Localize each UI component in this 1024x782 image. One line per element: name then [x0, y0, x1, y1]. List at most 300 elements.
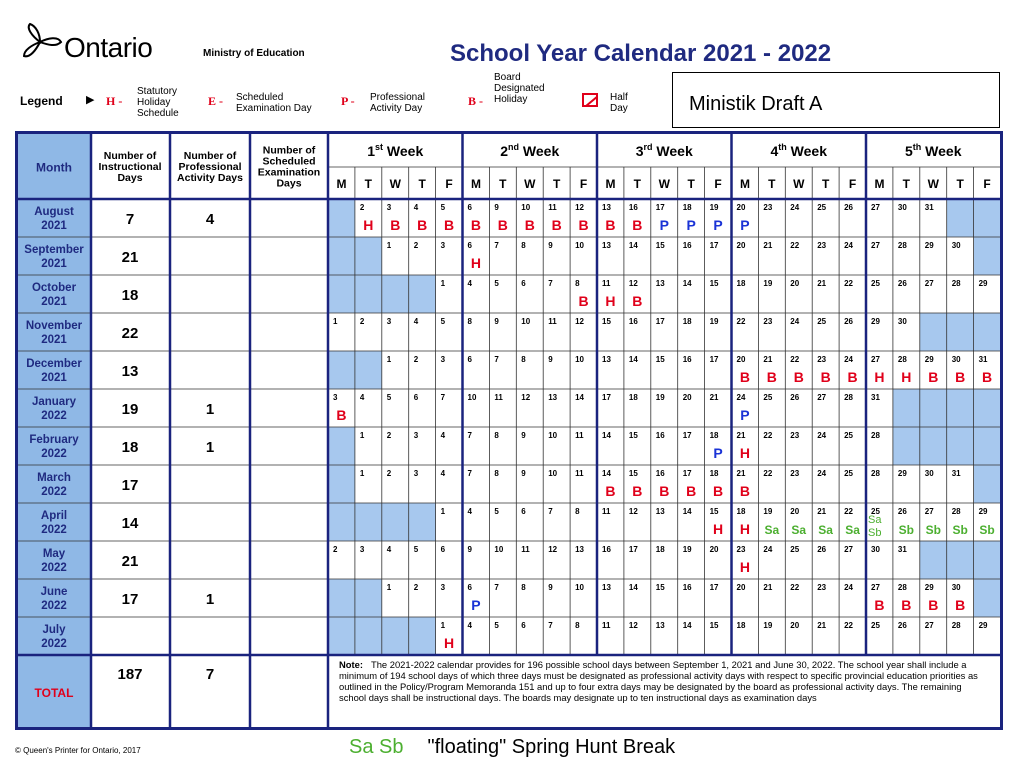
instructional-days: 19: [121, 401, 139, 418]
day-number: 14: [602, 469, 611, 478]
day-number: 21: [763, 241, 773, 250]
day-number: 21: [817, 507, 827, 516]
day-number: 21: [736, 431, 746, 440]
day-code: B: [686, 483, 697, 499]
day-number: 28: [871, 469, 880, 478]
day-number: 13: [602, 241, 611, 250]
empty-day-cell: [328, 199, 355, 237]
day-letter: M: [874, 177, 885, 191]
day-letter: T: [902, 177, 911, 191]
day-number: 8: [521, 241, 526, 250]
day-number: 23: [817, 241, 827, 250]
day-number: 2: [386, 431, 392, 440]
empty-day-cell: [355, 617, 382, 655]
month-year: 2021: [41, 220, 67, 232]
day-code: P: [686, 217, 696, 233]
month-col-header: Month: [36, 160, 72, 175]
legend-desc-b: Board Designated Holiday: [494, 72, 545, 105]
day-number: 29: [924, 241, 934, 250]
day-number: 24: [817, 431, 827, 440]
day-number: 30: [897, 203, 907, 212]
day-number: 6: [413, 393, 419, 402]
day-number: 3: [386, 317, 392, 326]
day-number: 27: [871, 241, 880, 250]
day-number: 1: [359, 431, 365, 440]
empty-day-cell: [409, 275, 436, 313]
day-number: 15: [602, 317, 611, 326]
day-code: B: [470, 217, 482, 233]
ministry-name: Ministry of Education: [203, 48, 305, 59]
day-code: P: [471, 597, 481, 613]
day-number: 1: [440, 279, 446, 288]
total-instructional: 187: [117, 666, 143, 683]
day-number: 7: [494, 355, 499, 364]
day-number: 18: [682, 203, 692, 212]
note: [339, 659, 989, 703]
day-number: 4: [467, 621, 472, 630]
sasb-code: Sa Sb: [349, 736, 404, 758]
instructional-days: 7: [125, 211, 135, 228]
day-number: 25: [871, 621, 880, 630]
day-number: 27: [924, 621, 934, 630]
day-number: 2: [359, 203, 365, 212]
day-number: 13: [602, 355, 611, 364]
day-number: 25: [817, 317, 827, 326]
month-name: July: [42, 624, 66, 636]
day-number: 10: [521, 203, 531, 212]
day-number: 6: [467, 355, 472, 364]
day-number: 19: [763, 507, 773, 516]
pa-days: 1: [205, 401, 215, 418]
day-number: 1: [386, 241, 392, 250]
day-number: 5: [494, 279, 499, 288]
day-number: 25: [817, 203, 827, 212]
day-code: H: [739, 445, 751, 461]
day-number: 3: [440, 355, 446, 364]
day-letter: F: [579, 177, 588, 191]
pa-days: 1: [205, 591, 215, 608]
empty-day-cell: [974, 313, 1000, 351]
day-number: 25: [871, 507, 880, 516]
day-code: H: [739, 559, 751, 575]
day-code: H: [470, 255, 482, 271]
day-letter: T: [956, 177, 964, 191]
day-number: 12: [575, 203, 585, 212]
empty-day-cell: [355, 275, 382, 313]
day-number: 19: [763, 621, 773, 630]
day-number: 30: [871, 545, 880, 554]
day-number: 2: [413, 241, 419, 250]
day-code-sa: Sa: [868, 514, 882, 526]
day-number: 29: [978, 621, 988, 630]
day-letter: T: [418, 177, 426, 191]
day-number: 4: [413, 317, 419, 326]
day-number: 6: [521, 621, 526, 630]
empty-day-cell: [328, 275, 355, 313]
day-number: 18: [736, 621, 746, 630]
week-header-5: 5th Week: [904, 142, 962, 159]
empty-day-cell: [328, 351, 355, 389]
trillium-icon: [18, 22, 64, 62]
empty-day-cell: [893, 389, 920, 427]
day-code: B: [336, 407, 347, 423]
day-code: B: [955, 369, 966, 385]
exam-col-header: Examination: [257, 166, 321, 179]
day-number: 22: [763, 431, 773, 440]
empty-day-cell: [974, 541, 1000, 579]
day-number: 15: [709, 507, 719, 516]
day-number: 13: [548, 393, 558, 402]
day-number: 13: [655, 507, 665, 516]
day-number: 23: [790, 431, 800, 440]
day-number: 20: [790, 621, 800, 630]
week-header-1: 1st Week: [367, 142, 424, 159]
day-number: 12: [575, 317, 585, 326]
month-name: April: [40, 510, 68, 522]
day-number: 8: [575, 621, 580, 630]
day-number: 15: [655, 241, 665, 250]
day-code: B: [578, 217, 589, 233]
instructional-days: 17: [121, 591, 139, 608]
day-number: 2: [359, 317, 365, 326]
calendar-grid: [18, 134, 1000, 727]
day-number: 5: [440, 317, 446, 326]
day-number: 2: [386, 469, 392, 478]
day-number: 24: [844, 583, 854, 592]
empty-day-cell: [974, 427, 1000, 465]
day-number: 22: [790, 355, 800, 364]
day-number: 27: [924, 507, 934, 516]
day-number: 16: [628, 203, 638, 212]
day-number: 9: [548, 583, 553, 592]
day-code: H: [874, 369, 885, 385]
month-name: August: [34, 206, 74, 218]
month-name: February: [29, 434, 79, 446]
day-number: 2: [413, 355, 419, 364]
day-number: 20: [790, 507, 800, 516]
legend-desc-half: Half Day: [610, 92, 628, 114]
day-number: 4: [359, 393, 365, 402]
day-number: 14: [682, 621, 692, 630]
day-number: 29: [897, 469, 907, 478]
month-year: 2022: [41, 638, 67, 650]
month-year: 2021: [41, 258, 67, 270]
day-letter: T: [552, 177, 561, 191]
day-code: B: [739, 369, 751, 385]
day-number: 10: [575, 241, 585, 250]
month-year: 2021: [41, 372, 67, 384]
day-number: 11: [602, 279, 611, 288]
day-code: B: [551, 217, 562, 233]
day-code: H: [363, 217, 374, 233]
day-code: B: [928, 597, 939, 613]
day-number: 11: [548, 317, 557, 326]
day-letter: W: [658, 177, 670, 191]
day-number: 22: [763, 469, 773, 478]
instructional-days: 17: [121, 477, 139, 494]
day-number: 3: [413, 469, 419, 478]
day-number: 20: [736, 203, 746, 212]
day-number: 16: [602, 545, 611, 554]
instructional-days: 21: [121, 553, 139, 570]
day-letter: T: [499, 177, 507, 191]
day-code: Sa: [845, 523, 860, 537]
empty-day-cell: [382, 503, 409, 541]
day-code: P: [740, 217, 750, 233]
day-number: 3: [333, 393, 338, 402]
day-number: 15: [709, 621, 719, 630]
day-letter: F: [848, 177, 857, 191]
day-letter: T: [768, 177, 776, 191]
pa-days: 4: [205, 211, 215, 228]
pa-col-header: Activity Days: [177, 172, 243, 185]
day-number: 5: [413, 545, 419, 554]
empty-day-cell: [947, 199, 974, 237]
day-letter: T: [633, 177, 642, 191]
logo-text: Ontario: [64, 32, 153, 63]
day-number: 30: [897, 317, 907, 326]
day-number: 20: [736, 241, 746, 250]
day-number: 31: [978, 355, 988, 364]
day-number: 8: [521, 583, 526, 592]
day-number: 3: [440, 583, 446, 592]
day-number: 27: [871, 583, 880, 592]
day-number: 20: [790, 279, 800, 288]
exam-col-header: Number of: [262, 144, 316, 157]
day-number: 25: [790, 545, 800, 554]
month-name: March: [37, 472, 71, 484]
day-number: 7: [548, 507, 553, 516]
empty-day-cell: [947, 541, 974, 579]
day-number: 13: [655, 621, 665, 630]
day-code: B: [632, 293, 643, 309]
day-number: 31: [924, 203, 934, 212]
day-number: 18: [736, 507, 746, 516]
day-number: 21: [736, 469, 746, 478]
day-number: 9: [521, 469, 526, 478]
day-number: 28: [897, 241, 907, 250]
day-letter: F: [714, 177, 722, 191]
day-number: 30: [951, 241, 961, 250]
day-number: 2: [333, 545, 338, 554]
day-number: 14: [602, 431, 611, 440]
day-number: 19: [709, 203, 719, 212]
day-number: 21: [763, 583, 773, 592]
month-year: 2021: [41, 296, 67, 308]
legend: [0, 72, 680, 124]
day-number: 4: [440, 469, 446, 478]
empty-day-cell: [328, 617, 355, 655]
day-code: Sa: [764, 523, 780, 537]
legend-desc-p: Professional Activity Day: [370, 92, 426, 114]
total-pa: 7: [205, 666, 215, 683]
day-number: 9: [494, 203, 499, 212]
exam-col-header: Scheduled: [262, 155, 316, 168]
empty-day-cell: [920, 427, 947, 465]
day-number: 8: [494, 469, 499, 478]
day-number: 10: [467, 393, 477, 402]
day-code: B: [712, 483, 724, 499]
day-number: 23: [736, 545, 746, 554]
day-number: 16: [628, 317, 638, 326]
day-number: 26: [897, 507, 907, 516]
day-number: 23: [817, 583, 827, 592]
day-number: 24: [736, 393, 746, 402]
day-number: 12: [548, 545, 558, 554]
day-number: 3: [440, 241, 446, 250]
day-number: 9: [548, 241, 553, 250]
day-number: 14: [628, 355, 638, 364]
day-number: 24: [790, 203, 800, 212]
day-number: 25: [871, 279, 880, 288]
month-name: May: [42, 548, 66, 560]
day-number: 4: [440, 431, 446, 440]
day-code: Sb: [898, 523, 915, 537]
day-number: 10: [548, 469, 558, 478]
day-code: Sb: [925, 523, 941, 537]
month-year: 2022: [41, 410, 67, 422]
day-code: B: [605, 217, 616, 233]
day-number: 9: [521, 431, 526, 440]
day-code-sb: Sb: [868, 527, 882, 539]
day-number: 3: [359, 545, 365, 554]
day-number: 22: [844, 279, 854, 288]
day-code: B: [955, 597, 966, 613]
day-number: 7: [440, 393, 446, 402]
day-number: 5: [494, 621, 499, 630]
empty-day-cell: [920, 313, 947, 351]
day-number: 19: [763, 279, 773, 288]
empty-day-cell: [382, 275, 409, 313]
day-number: 1: [333, 317, 338, 326]
day-number: 8: [494, 431, 499, 440]
day-letter: M: [605, 177, 616, 191]
day-number: 24: [817, 469, 827, 478]
day-number: 15: [709, 279, 719, 288]
day-number: 12: [628, 621, 638, 630]
day-number: 4: [467, 507, 472, 516]
day-code: P: [713, 217, 723, 233]
day-number: 10: [548, 431, 558, 440]
day-code: B: [739, 483, 751, 499]
day-number: 11: [521, 545, 530, 554]
day-number: 23: [763, 317, 773, 326]
day-number: 14: [628, 241, 638, 250]
legend-desc-e: Scheduled Examination Day: [236, 92, 312, 114]
day-number: 9: [467, 545, 472, 554]
legend-code-e: E -: [208, 94, 223, 108]
day-number: 15: [655, 583, 665, 592]
day-number: 4: [413, 203, 419, 212]
day-number: 31: [871, 393, 880, 402]
pa-col-header: Number of: [183, 150, 237, 163]
day-number: 5: [494, 507, 499, 516]
page-title: School Year Calendar 2021 - 2022: [450, 40, 832, 67]
day-number: 18: [709, 431, 719, 440]
exam-col-header: Days: [276, 177, 302, 190]
day-number: 17: [628, 545, 638, 554]
day-number: 6: [521, 507, 526, 516]
day-letter: M: [739, 177, 750, 191]
day-number: 12: [628, 507, 638, 516]
day-number: 9: [548, 355, 553, 364]
note-label: Note:: [339, 659, 363, 670]
day-number: 23: [763, 203, 773, 212]
day-code: B: [417, 217, 428, 233]
instructional-col-header: Instructional: [98, 161, 162, 174]
month-name: December: [26, 358, 82, 370]
day-number: 10: [575, 355, 585, 364]
day-code: P: [713, 445, 723, 461]
day-number: 7: [467, 469, 472, 478]
instructional-days: 13: [121, 363, 139, 380]
half-day-icon: [582, 93, 598, 107]
legend-code-b: B -: [468, 94, 483, 108]
day-number: 9: [494, 317, 499, 326]
empty-day-cell: [920, 541, 947, 579]
day-code: P: [659, 217, 669, 233]
day-number: 27: [844, 545, 854, 554]
day-letter: T: [364, 177, 373, 191]
day-number: 29: [978, 507, 988, 516]
empty-day-cell: [328, 237, 355, 275]
day-letter: F: [445, 177, 453, 191]
day-code: H: [739, 521, 751, 537]
legend-label: Legend: [20, 94, 63, 108]
day-number: 7: [467, 431, 472, 440]
day-number: 24: [844, 355, 854, 364]
day-letter: T: [687, 177, 695, 191]
day-number: 18: [736, 279, 746, 288]
day-number: 8: [521, 355, 526, 364]
pa-days: 1: [205, 439, 215, 456]
empty-day-cell: [328, 465, 355, 503]
instructional-col-header: Days: [117, 172, 143, 185]
month-name: October: [31, 282, 77, 294]
day-number: 19: [682, 545, 692, 554]
day-number: 22: [790, 583, 800, 592]
day-number: 7: [494, 583, 499, 592]
day-number: 17: [682, 469, 692, 478]
day-number: 24: [844, 241, 854, 250]
day-number: 29: [924, 583, 934, 592]
spring-hunt-legend: [349, 736, 675, 759]
day-number: 26: [790, 393, 800, 402]
day-letter: F: [983, 177, 991, 191]
day-number: 6: [467, 241, 472, 250]
day-number: 1: [386, 355, 392, 364]
month-name: January: [31, 396, 77, 408]
empty-day-cell: [382, 617, 409, 655]
empty-day-cell: [355, 351, 382, 389]
day-number: 20: [709, 545, 719, 554]
day-number: 6: [440, 545, 446, 554]
day-code: Sa: [818, 523, 833, 537]
day-number: 24: [790, 317, 800, 326]
calendar-table: [15, 131, 1003, 730]
day-number: 23: [817, 355, 827, 364]
day-number: 13: [575, 545, 585, 554]
day-number: 4: [467, 279, 472, 288]
day-number: 26: [897, 279, 907, 288]
day-number: 21: [817, 279, 827, 288]
day-number: 6: [521, 279, 526, 288]
empty-day-cell: [328, 503, 355, 541]
day-number: 16: [682, 355, 692, 364]
month-year: 2022: [41, 486, 67, 498]
day-number: 28: [897, 583, 907, 592]
day-number: 28: [844, 393, 854, 402]
